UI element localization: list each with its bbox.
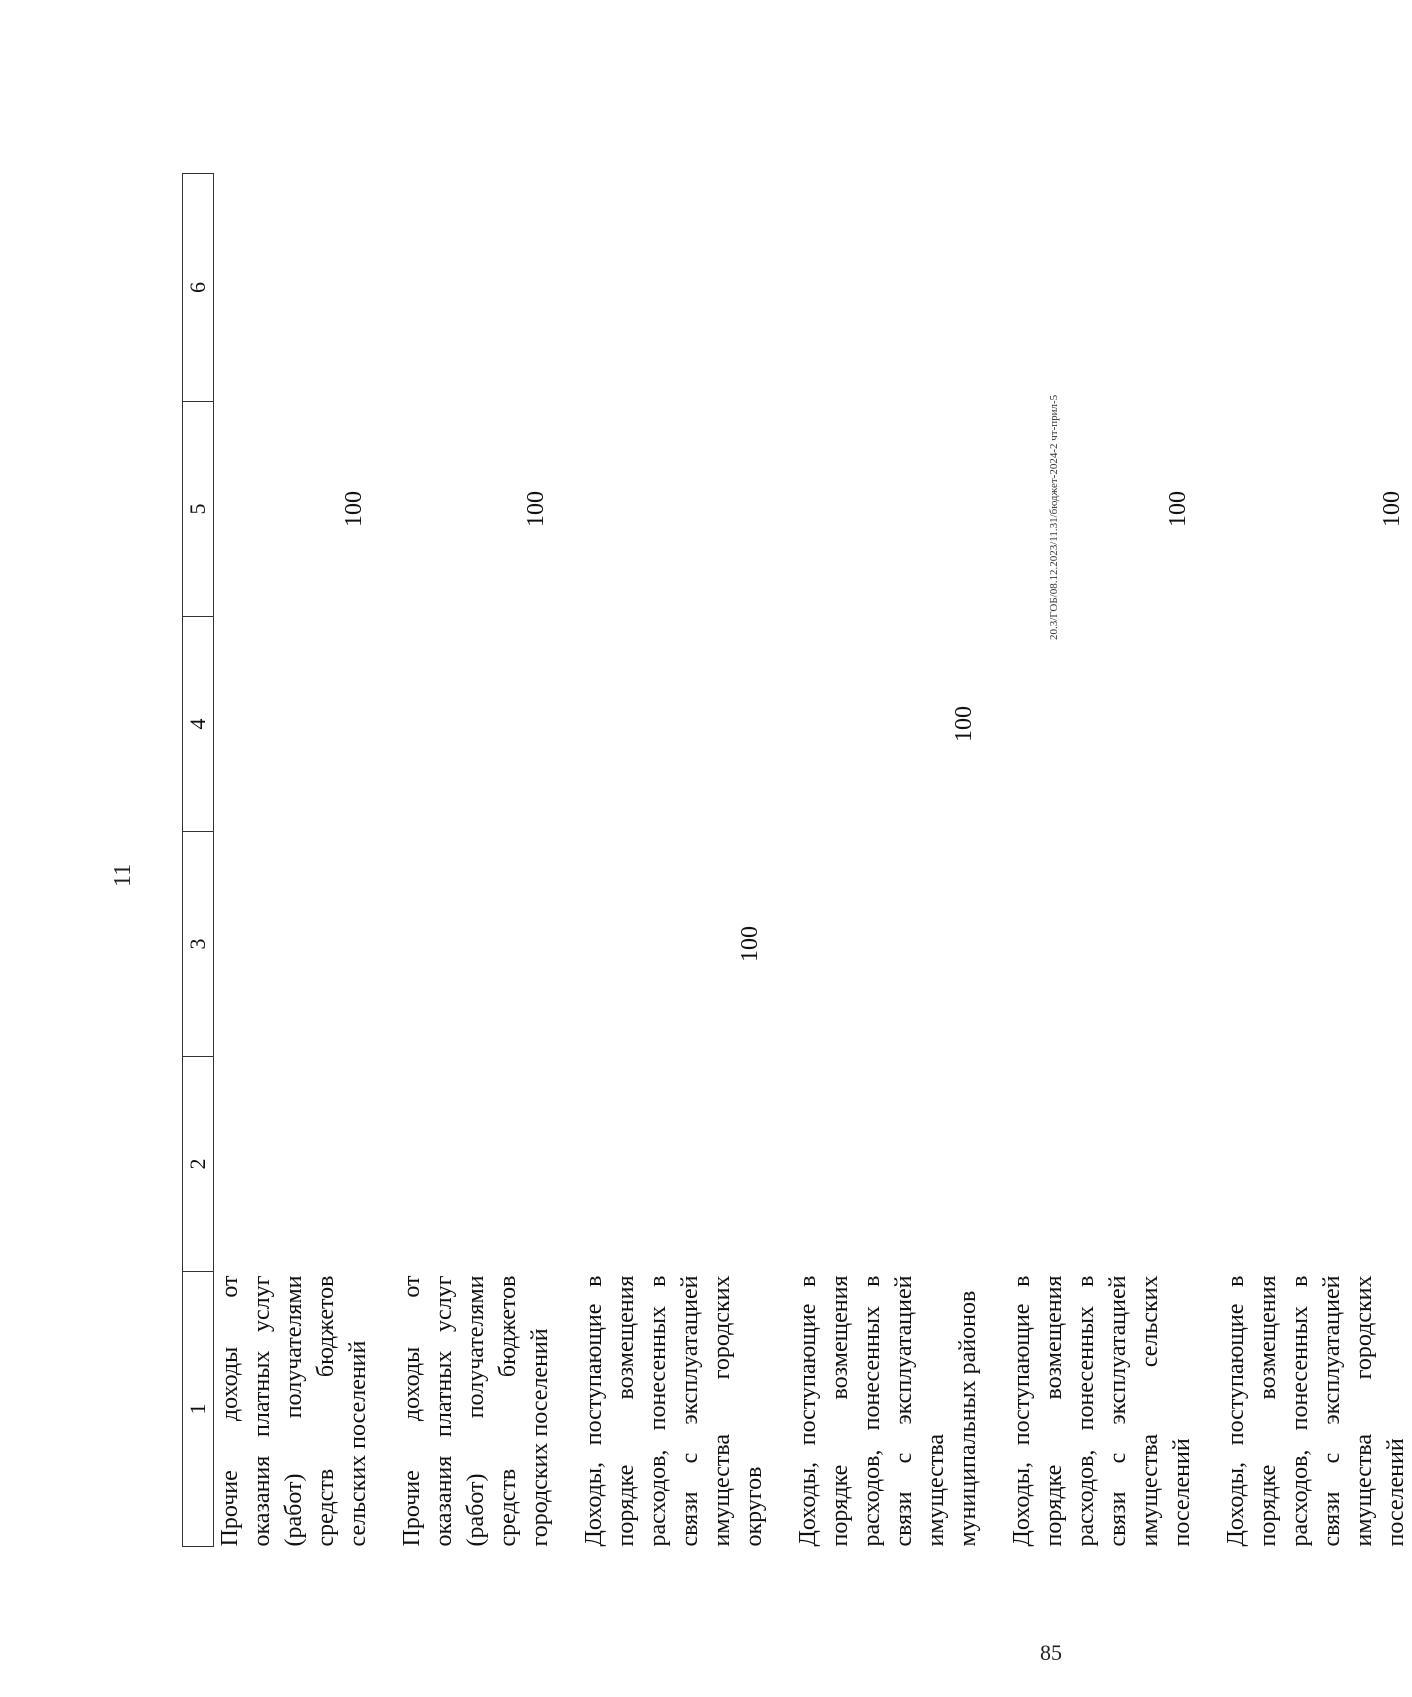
cell-value — [578, 617, 770, 832]
row-description: Доходы, поступающие в порядке возмещения расходов, понесенных в связи с эксплуатацией имущества муниципальных районов — [795, 1275, 981, 1547]
cell-value: 100 — [341, 491, 367, 527]
cell-value — [1006, 617, 1198, 832]
table-header-row — [183, 174, 214, 1547]
cell-value — [792, 1057, 984, 1272]
column-header: 2 — [183, 1057, 214, 1272]
column-header: 3 — [183, 832, 214, 1057]
cell-value: 100 — [1379, 491, 1405, 527]
cell-value: 100 — [951, 706, 977, 742]
cell-value — [578, 174, 770, 402]
cell-value — [792, 402, 984, 617]
table-row — [578, 174, 770, 1547]
cell-value — [214, 1057, 375, 1272]
row-description: Прочие доходы от оказания платных услуг (работ) получателями средств бюджетов городских поселений — [399, 1275, 553, 1547]
column-header: 4 — [183, 617, 214, 832]
cell-value — [578, 1057, 770, 1272]
cell-value — [792, 174, 984, 402]
cell-value — [1220, 174, 1412, 402]
cell-value — [1220, 1057, 1412, 1272]
column-header: 5 — [183, 402, 214, 617]
cell-value — [792, 832, 984, 1057]
table-row — [214, 174, 375, 1547]
cell-value — [1006, 832, 1198, 1057]
cell-value: 100 — [1165, 491, 1191, 527]
cell-value — [1220, 617, 1412, 832]
table-row — [1006, 174, 1198, 1547]
row-description: Доходы, поступающие в порядке возмещения расходов, понесенных в связи с эксплуатацией имущества городских поселений — [1223, 1275, 1409, 1547]
page-number: 11 — [110, 863, 136, 887]
cell-value — [396, 617, 556, 832]
cell-value: 100 — [737, 926, 763, 962]
table-row — [396, 174, 556, 1547]
cell-value — [396, 832, 556, 1057]
revenue-table — [182, 173, 1412, 1547]
document-code: 20.3/ГОБ/08.12.2023/11.31/бюджет-2024-2 чт-прил-5 — [1048, 394, 1060, 640]
cell-value — [1220, 832, 1412, 1057]
row-description: Доходы, поступающие в порядке возмещения расходов, понесенных в связи с эксплуатацией имущества городских округов — [581, 1275, 767, 1547]
cell-value — [214, 832, 375, 1057]
cell-value — [1006, 174, 1198, 402]
table-row — [792, 174, 984, 1547]
cell-value — [578, 402, 770, 617]
cell-value — [396, 174, 556, 402]
cell-value: 100 — [523, 491, 549, 527]
table-row — [1220, 174, 1412, 1547]
corner-page-number: 85 — [1040, 1640, 1062, 1665]
column-header: 1 — [183, 1272, 214, 1547]
row-description: Доходы, поступающие в порядке возмещения расходов, понесенных в связи с эксплуатацией имущества сельских поселений — [1009, 1275, 1195, 1547]
column-header: 6 — [183, 174, 214, 402]
cell-value — [396, 1057, 556, 1272]
cell-value — [214, 174, 375, 402]
cell-value — [1006, 1057, 1198, 1272]
row-description: Прочие доходы от оказания платных услуг (работ) получателями средств бюджетов сельских поселений — [217, 1275, 371, 1547]
cell-value — [214, 617, 375, 832]
